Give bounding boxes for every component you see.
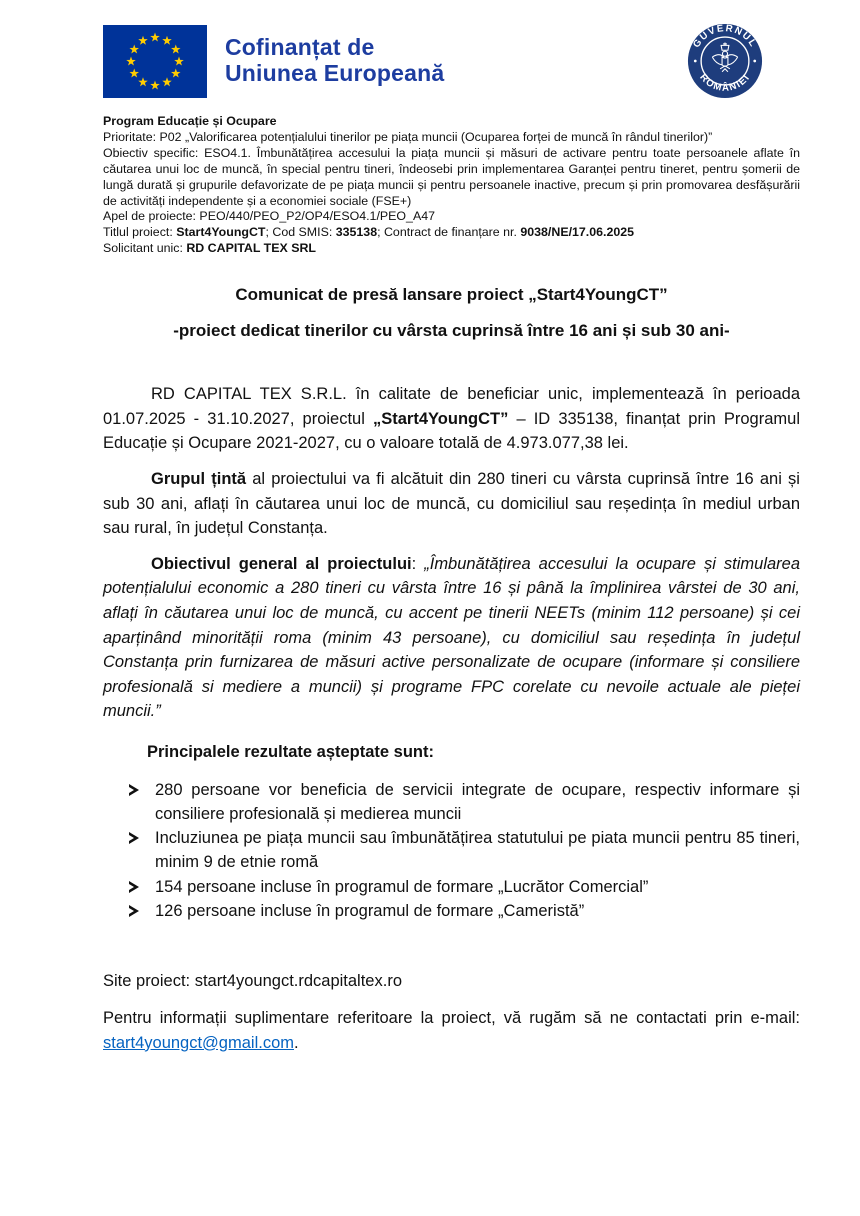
contract-value: 9038/NE/17.06.2025 [520, 225, 635, 240]
p3-quote: „Îmbunătățirea accesului la ocupare și stimularea potențialului economic a 280 tineri cu vârsta între 16 și până la împlinirea vârstei de 30 ani, aflați în căutarea unui loc de muncă, cu accent pe tinerii NEETs (minim 112 persoane) și cei aparținând minorității roma (minim 43 persoane), cu domiciliul sau reședința în județul Constanța prin furnizarea de măsuri active personalizate de ocupare (informare și consiliere profesională si mediere a muncii) și programe FPC corelate cu nevoile actuale ale pieței muncii.” [103, 554, 801, 721]
result-item [103, 826, 800, 874]
paragraph-implementation [103, 382, 800, 456]
seal-top-text: GUVERNUL [691, 23, 759, 50]
program-name: Program Educație și Ocupare [103, 114, 277, 128]
body-copy [103, 382, 800, 724]
p2-text: al proiectului va fi alcătuit din 280 tineri cu vârsta cuprinsă între 16 ani și sub 30 ani, aflați în căutarea unui loc de muncă, cu domiciliul sau reședința în mediul urban sau rural, în județul Constanța. [103, 469, 800, 538]
applicant-label: Solicitant unic: [103, 241, 187, 256]
eu-flag-icon [103, 25, 207, 98]
project-title-label: Titlul proiect: [103, 225, 177, 240]
header [103, 22, 800, 102]
paragraph-target-group [103, 467, 800, 541]
seal-bottom-text: ROMÂNIEI [697, 71, 753, 94]
applicant-line [103, 241, 800, 257]
site-label: Site proiect: [103, 972, 195, 991]
priority-line: Prioritate: P02 „Valorificarea potențialului tinerilor pe piața muncii (Ocuparea forței de muncă în rândul tinerilor)” [103, 129, 713, 144]
project-site-line [103, 969, 800, 993]
p2-lead: Grupul țintă [151, 469, 247, 488]
contact-text: Pentru informații suplimentare referitoare la proiect, vă rugăm să ne contactati prin e-mail: [103, 1009, 800, 1028]
smis-value: 335138 [335, 225, 378, 240]
p1-project-name: „Start4YoungCT” [372, 409, 509, 428]
smis-label: ; Cod SMIS: [265, 225, 336, 240]
eu-cofunding-label [225, 34, 444, 86]
project-info-block [103, 114, 800, 257]
result-item [103, 778, 800, 826]
result-item [103, 899, 800, 923]
eu-cofunding-logo [103, 22, 444, 98]
eu-label-line1: Cofinanțat de [225, 34, 375, 60]
project-title-value: Start4YoungCT [176, 225, 266, 240]
arrowhead-right-icon [129, 881, 139, 893]
romanian-government-seal-icon [686, 22, 764, 100]
call-line: Apel de proiecte: PEO/440/PEO_P2/OP4/ESO4.1/PEO_A47 [103, 209, 435, 224]
arrowhead-right-icon [129, 905, 139, 917]
document-title: Comunicat de presă lansare proiect „Start4YoungCT” [235, 285, 668, 305]
contract-label: ; Contract de finanțare nr. [377, 225, 521, 240]
paragraph-general-objective [103, 552, 800, 724]
p1-text-end: – ID 335138, finanțat prin Programul Educație și Ocupare 2021-2027, cu o valoare totală de 4.973.077,38 lei. [103, 409, 800, 453]
contact-email-link[interactable]: start4youngct@gmail.com [103, 1033, 294, 1052]
document-subtitle: -proiect dedicat tinerilor cu vârsta cuprinsă între 16 ani și sub 30 ani- [173, 321, 730, 341]
specific-objective-line: Obiectiv specific: ESO4.1. Îmbunătățirea accesului la piața muncii și măsuri de activare pentru toate persoanele aflate în căutarea unui loc de muncă, în special pentru tineri, îndeosebi prin implementarea Garanței pentru tineret, pentru șomerii de lungă durată și grupurile defavorizate de pe piața muncii și pentru persoanele inactive, precum și prin promovarea desfășurării de activități independente și a economiei sociale (FSE+) [103, 145, 800, 208]
applicant-value: RD CAPITAL TEX SRL [186, 241, 316, 256]
results-list [103, 778, 800, 923]
contact-line [103, 1006, 800, 1055]
p3-separator: : [411, 554, 425, 573]
arrowhead-right-icon [129, 832, 139, 844]
p1-text: RD CAPITAL TEX S.R.L. în calitate de beneficiar unic, implementează în perioada 01.07.2025 - 31.10.2027, proiectul [103, 385, 800, 428]
eu-label-line2: Uniunea Europeană [225, 60, 445, 86]
results-heading: Principalele rezultate așteptate sunt: [147, 742, 435, 761]
site-url: start4youngct.rdcapitaltex.ro [194, 972, 402, 991]
project-title-line [103, 225, 800, 241]
result-item [103, 875, 800, 899]
result-item-text: 154 persoane incluse în programul de formare „Lucrător Comercial” [155, 877, 649, 896]
result-item-text: 126 persoane incluse în programul de formare „Cameristă” [155, 901, 585, 920]
result-item-text: Incluziunea pe piața muncii sau îmbunătățirea statutului pe piata muncii pentru 85 tineri, minim 9 de etnie romă [155, 829, 800, 872]
contact-text-end: . [294, 1033, 299, 1052]
result-item-text: 280 persoane vor beneficia de servicii integrate de ocupare, respectiv informare și consiliere profesională și medierea muncii [155, 780, 800, 824]
arrowhead-right-icon [129, 784, 139, 796]
p3-lead: Obiectivul general al proiectului [151, 554, 412, 573]
